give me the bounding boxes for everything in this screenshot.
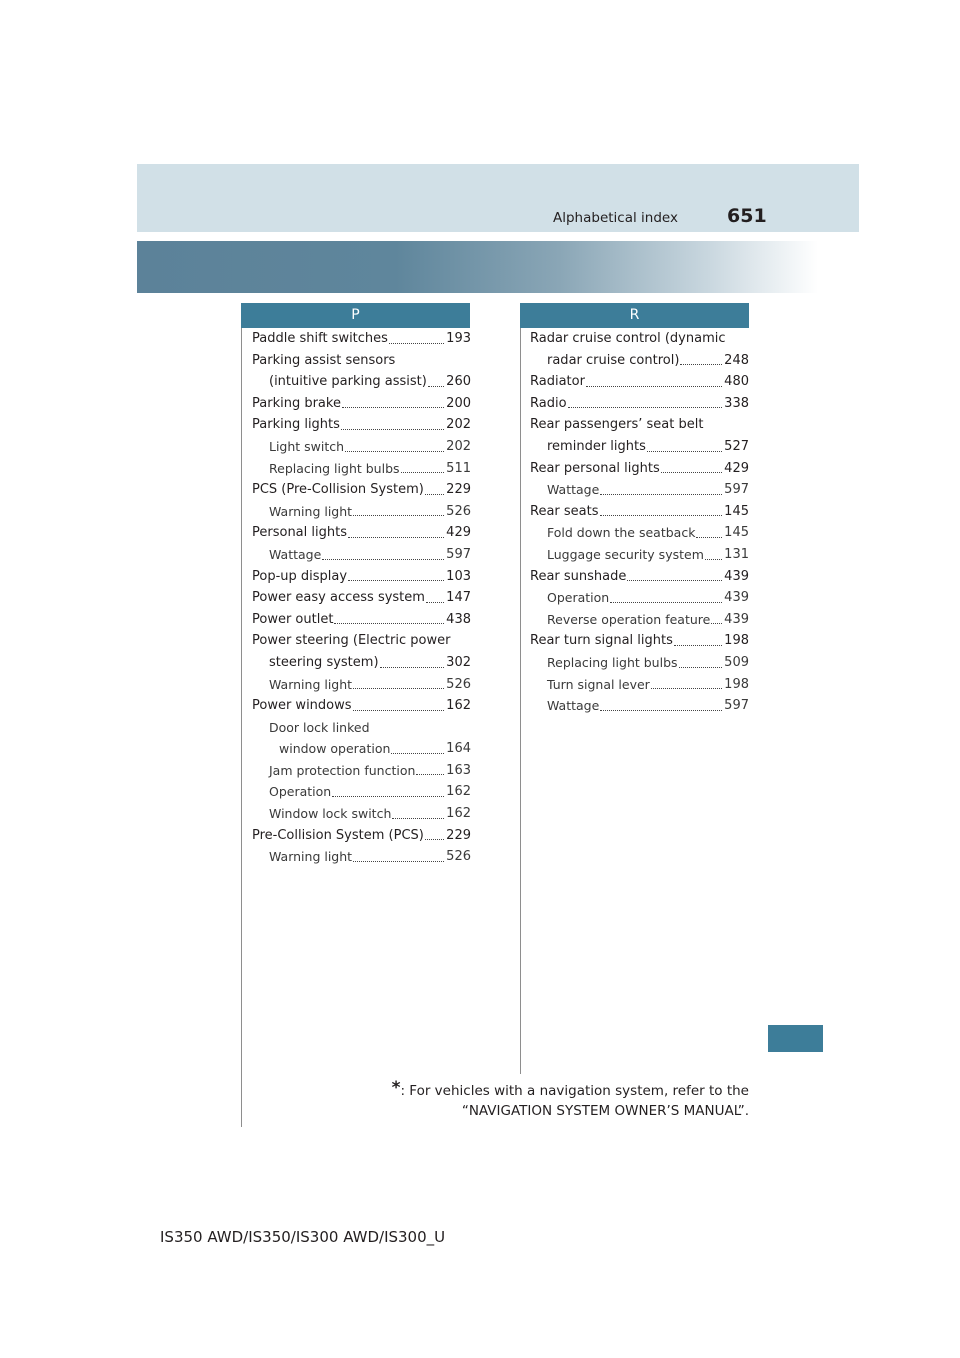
index-entry-label: Wattage <box>547 698 600 714</box>
index-entry-label: Fold down the seatback <box>547 525 696 541</box>
index-entry-label: Operation <box>547 590 610 606</box>
index-entry-label: Wattage <box>269 546 322 562</box>
index-entry-label: Light switch <box>269 438 345 454</box>
index-entry <box>252 781 471 803</box>
index-entry-label: Parking brake <box>252 395 341 411</box>
index-entry-label: Operation <box>269 784 332 800</box>
index-entry-page: 147 <box>445 587 471 609</box>
index-entry-label: Warning light <box>269 849 353 865</box>
index-entry <box>252 414 471 436</box>
index-entry-page: 229 <box>445 479 471 501</box>
dot-leader <box>679 667 722 668</box>
index-entry-label: Parking lights <box>252 417 340 433</box>
index-entry <box>252 803 471 825</box>
dot-leader <box>428 386 444 387</box>
index-entry <box>252 350 471 372</box>
dot-leader <box>705 559 722 560</box>
dot-leader <box>586 386 722 387</box>
index-entry <box>252 328 471 350</box>
index-entry <box>530 328 749 350</box>
index-entry <box>252 825 471 847</box>
left-margin-rule <box>241 328 242 1127</box>
dot-leader <box>674 645 722 646</box>
index-entry-page: 145 <box>723 501 749 523</box>
index-column-p <box>252 328 471 868</box>
index-entry-label: steering system) <box>269 654 379 670</box>
index-entry-page: 511 <box>445 458 471 480</box>
index-entry-label: Parking assist sensors <box>252 352 396 368</box>
index-entry-page: 439 <box>723 587 749 609</box>
index-entry <box>252 393 471 415</box>
dot-leader <box>425 839 444 840</box>
index-entry-page: 198 <box>723 674 749 696</box>
index-entry-page: 164 <box>445 738 471 760</box>
index-entry-page: 260 <box>445 371 471 393</box>
index-entry-page: 438 <box>445 609 471 631</box>
index-entry-label: PCS (Pre-Collision System) <box>252 482 424 498</box>
index-entry-label: Turn signal lever <box>547 676 650 692</box>
index-entry-label: Pop-up display <box>252 568 348 584</box>
dot-leader <box>345 451 444 452</box>
decorative-band <box>137 241 818 293</box>
index-entry <box>530 436 749 458</box>
index-entry <box>252 652 471 674</box>
index-entry-page: 526 <box>445 501 471 523</box>
dot-leader <box>391 753 444 754</box>
dot-leader <box>610 602 722 603</box>
index-entry <box>530 458 749 480</box>
index-entry-label: Rear personal lights <box>530 460 660 476</box>
index-entry <box>252 738 471 760</box>
index-entry <box>252 436 471 458</box>
dot-leader <box>348 580 444 581</box>
index-entry <box>252 760 471 782</box>
dot-leader <box>416 774 444 775</box>
dot-leader <box>380 667 444 668</box>
footnote-text: : For vehicles with a navigation system, refer to the <box>400 1083 749 1099</box>
dot-leader <box>353 710 444 711</box>
dot-leader <box>696 537 722 538</box>
index-entry-label: Door lock linked <box>269 719 370 735</box>
section-letter: P <box>351 307 360 323</box>
section-letter: R <box>629 307 640 323</box>
index-entry-label: Window lock switch <box>269 806 392 822</box>
index-entry <box>530 674 749 696</box>
dot-leader <box>600 710 722 711</box>
index-entry-page: 202 <box>445 414 471 436</box>
index-entry-page: 429 <box>723 458 749 480</box>
index-entry <box>252 609 471 631</box>
index-entry-label: (intuitive parking assist) <box>269 374 427 390</box>
section-header-p <box>241 303 470 328</box>
index-entry <box>252 630 471 652</box>
index-entry-page: 526 <box>445 674 471 696</box>
dot-leader <box>348 537 444 538</box>
index-entry <box>530 350 749 372</box>
dot-leader <box>392 818 444 819</box>
index-entry <box>252 371 471 393</box>
index-entry <box>530 393 749 415</box>
dot-leader <box>680 364 722 365</box>
index-entry-page: 145 <box>723 522 749 544</box>
index-entry-page: 162 <box>445 781 471 803</box>
index-entry-page: 597 <box>445 544 471 566</box>
dot-leader <box>600 515 722 516</box>
index-entry <box>530 479 749 501</box>
index-entry-label: Warning light <box>269 676 353 692</box>
index-entry-label: Paddle shift switches <box>252 331 388 346</box>
index-entry <box>252 695 471 717</box>
index-entry-label: Radar cruise control (dynamic <box>530 331 726 346</box>
index-entry-page: 162 <box>445 803 471 825</box>
index-entry-label: Pre-Collision System (PCS) <box>252 827 424 843</box>
index-entry-label: Rear seats <box>530 503 599 519</box>
dot-leader <box>568 407 722 408</box>
column-divider <box>520 328 521 1074</box>
index-entry <box>252 846 471 868</box>
index-entry <box>530 609 749 631</box>
index-entry-label: Power windows <box>252 698 352 714</box>
index-entry <box>530 501 749 523</box>
index-entry-label: reminder lights <box>547 438 646 454</box>
index-entry <box>252 544 471 566</box>
dot-leader <box>334 623 444 624</box>
index-entry-label: Radiator <box>530 374 585 390</box>
index-entry-label: Wattage <box>547 482 600 498</box>
dot-leader <box>341 429 444 430</box>
index-entry <box>252 458 471 480</box>
index-entry-label: Power steering (Electric power <box>252 633 451 649</box>
index-entry-page: 597 <box>723 695 749 717</box>
dot-leader <box>711 623 722 624</box>
footnote <box>392 1078 749 1121</box>
index-entry <box>252 501 471 523</box>
index-entry-page: 480 <box>723 371 749 393</box>
index-entry <box>530 522 749 544</box>
index-entry-label: Jam protection function <box>269 762 416 778</box>
index-entry-label: radar cruise control) <box>547 352 680 368</box>
page-number: 651 <box>727 205 767 227</box>
index-entry-label: Rear passengers’ seat belt <box>530 417 704 433</box>
index-entry <box>252 522 471 544</box>
index-entry <box>530 630 749 652</box>
dot-leader <box>600 494 722 495</box>
index-entry-page: 200 <box>445 393 471 415</box>
index-entry-page: 338 <box>723 393 749 415</box>
footer-model: IS350 AWD/IS350/IS300 AWD/IS300_U <box>160 1228 446 1246</box>
index-entry-label: window operation <box>279 741 391 757</box>
index-entry-label: Power easy access system <box>252 590 425 606</box>
dot-leader <box>425 494 444 495</box>
index-entry-page: 302 <box>445 652 471 674</box>
index-entry-label: Reverse operation feature <box>547 611 711 627</box>
dot-leader <box>353 861 444 862</box>
dot-leader <box>322 559 444 560</box>
dot-leader <box>627 580 722 581</box>
index-entry-page: 229 <box>445 825 471 847</box>
dot-leader <box>342 407 444 408</box>
dot-leader <box>332 796 444 797</box>
index-entry <box>252 479 471 501</box>
index-entry-page: 527 <box>723 436 749 458</box>
chapter-tab <box>768 1025 823 1052</box>
dot-leader <box>389 343 444 344</box>
dot-leader <box>661 472 722 473</box>
dot-leader <box>651 688 722 689</box>
index-entry <box>530 371 749 393</box>
index-entry-label: Luggage security system <box>547 546 704 562</box>
index-entry-page: 193 <box>445 328 471 350</box>
index-entry-page: 597 <box>723 479 749 501</box>
footnote-star: * <box>391 1078 401 1098</box>
index-entry-label: Rear sunshade <box>530 568 627 584</box>
index-entry <box>530 566 749 588</box>
index-entry <box>530 695 749 717</box>
index-entry <box>530 652 749 674</box>
index-entry <box>530 587 749 609</box>
index-column-r <box>530 328 749 717</box>
dot-leader <box>426 602 444 603</box>
footnote-line-1 <box>392 1078 749 1101</box>
index-entry-label: Power outlet <box>252 611 334 627</box>
index-entry <box>530 414 749 436</box>
index-entry <box>252 587 471 609</box>
index-entry <box>252 717 471 739</box>
page-title: Alphabetical index <box>553 210 678 226</box>
index-entry-page: 198 <box>723 630 749 652</box>
dot-leader <box>353 688 444 689</box>
dot-leader <box>353 515 444 516</box>
index-entry <box>252 566 471 588</box>
index-entry-page: 526 <box>445 846 471 868</box>
index-entry-label: Warning light <box>269 503 353 519</box>
index-entry-page: 248 <box>723 350 749 372</box>
index-entry-page: 439 <box>723 609 749 631</box>
index-entry-page: 163 <box>445 760 471 782</box>
index-entry-page: 429 <box>445 522 471 544</box>
dot-leader <box>647 451 722 452</box>
index-entry-page: 131 <box>723 544 749 566</box>
index-entry-label: Radio <box>530 395 567 411</box>
index-entry-label: Replacing light bulbs <box>269 460 400 476</box>
dot-leader <box>401 472 444 473</box>
index-entry-label: Personal lights <box>252 525 347 541</box>
index-entry-label: Replacing light bulbs <box>547 654 678 670</box>
index-entry <box>530 544 749 566</box>
index-entry-page: 439 <box>723 566 749 588</box>
index-entry-page: 202 <box>445 436 471 458</box>
index-entry-label: Rear turn signal lights <box>530 633 673 649</box>
footnote-line-2: “NAVIGATION SYSTEM OWNER’S MANUAL”. <box>461 1103 749 1119</box>
index-entry-page: 162 <box>445 695 471 717</box>
index-entry-page: 103 <box>445 566 471 588</box>
section-header-r <box>520 303 749 328</box>
index-entry-page: 509 <box>723 652 749 674</box>
index-entry <box>252 674 471 696</box>
